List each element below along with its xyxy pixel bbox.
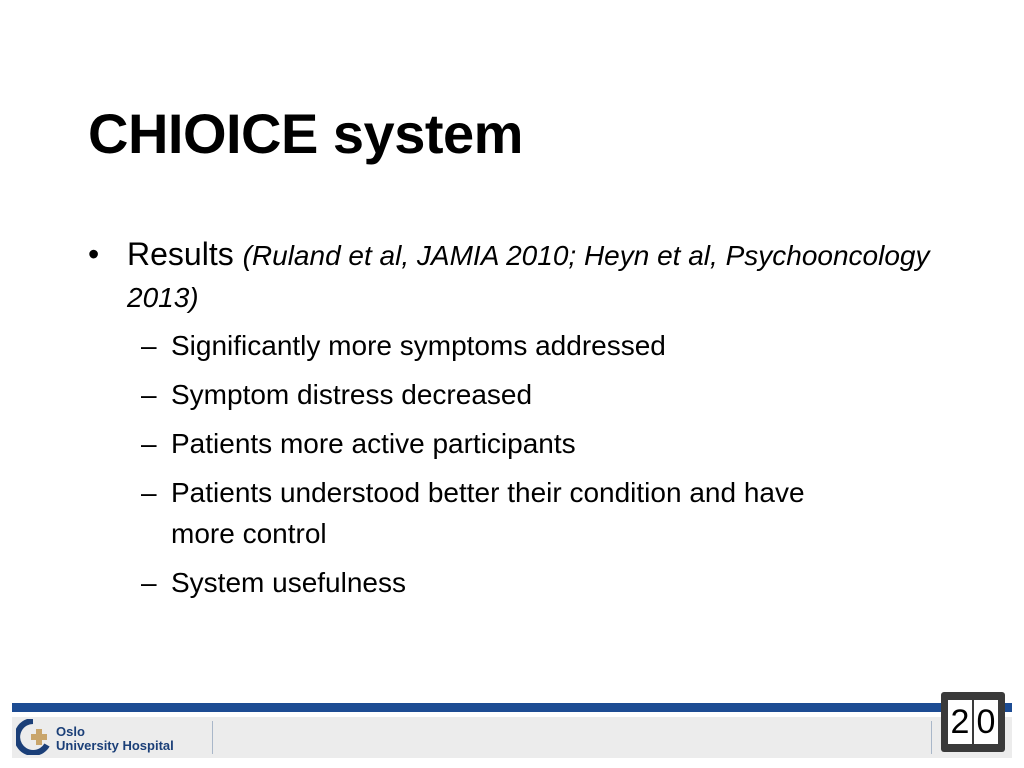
subpoint-text: Symptom distress decreased — [171, 379, 533, 410]
hospital-logo-icon — [16, 719, 50, 755]
slide-content — [88, 234, 938, 611]
subpoint-list — [88, 325, 938, 603]
subpoint-dash: – — [141, 379, 157, 410]
subpoint — [88, 423, 871, 464]
hospital-logo-text — [56, 725, 174, 753]
bullet-label: Results — [127, 236, 234, 272]
page-digit: 0 — [974, 700, 998, 744]
bullet-citation: (Ruland et al, JAMIA 2010; Heyn et al, Psychooncology 2013) — [127, 240, 930, 313]
subpoint-dash: – — [141, 428, 157, 459]
bullet-results — [88, 234, 938, 318]
subpoint — [88, 562, 871, 603]
page-number-box — [941, 692, 1005, 752]
subpoint — [88, 325, 871, 366]
subpoint — [88, 472, 871, 554]
subpoint-text: Patients more active participants — [171, 428, 576, 459]
subpoint-text: Patients understood better their condition and have more control — [171, 477, 805, 549]
subpoint — [88, 374, 871, 415]
footer-accent-bar — [12, 703, 1012, 712]
subpoint-dash: – — [141, 477, 157, 508]
subpoint-dash: – — [141, 330, 157, 361]
subpoint-dash: – — [141, 567, 157, 598]
logo-line-2: University Hospital — [56, 738, 174, 753]
subpoint-text: System usefulness — [171, 567, 406, 598]
logo-line-1: Oslo — [56, 724, 85, 739]
footer-divider — [212, 721, 213, 754]
subpoint-text: Significantly more symptoms addressed — [171, 330, 666, 361]
bullet-marker: • — [88, 236, 100, 272]
page-digit: 2 — [948, 700, 972, 744]
footer-divider — [931, 721, 932, 754]
slide-title: CHIOICE system — [88, 102, 523, 165]
